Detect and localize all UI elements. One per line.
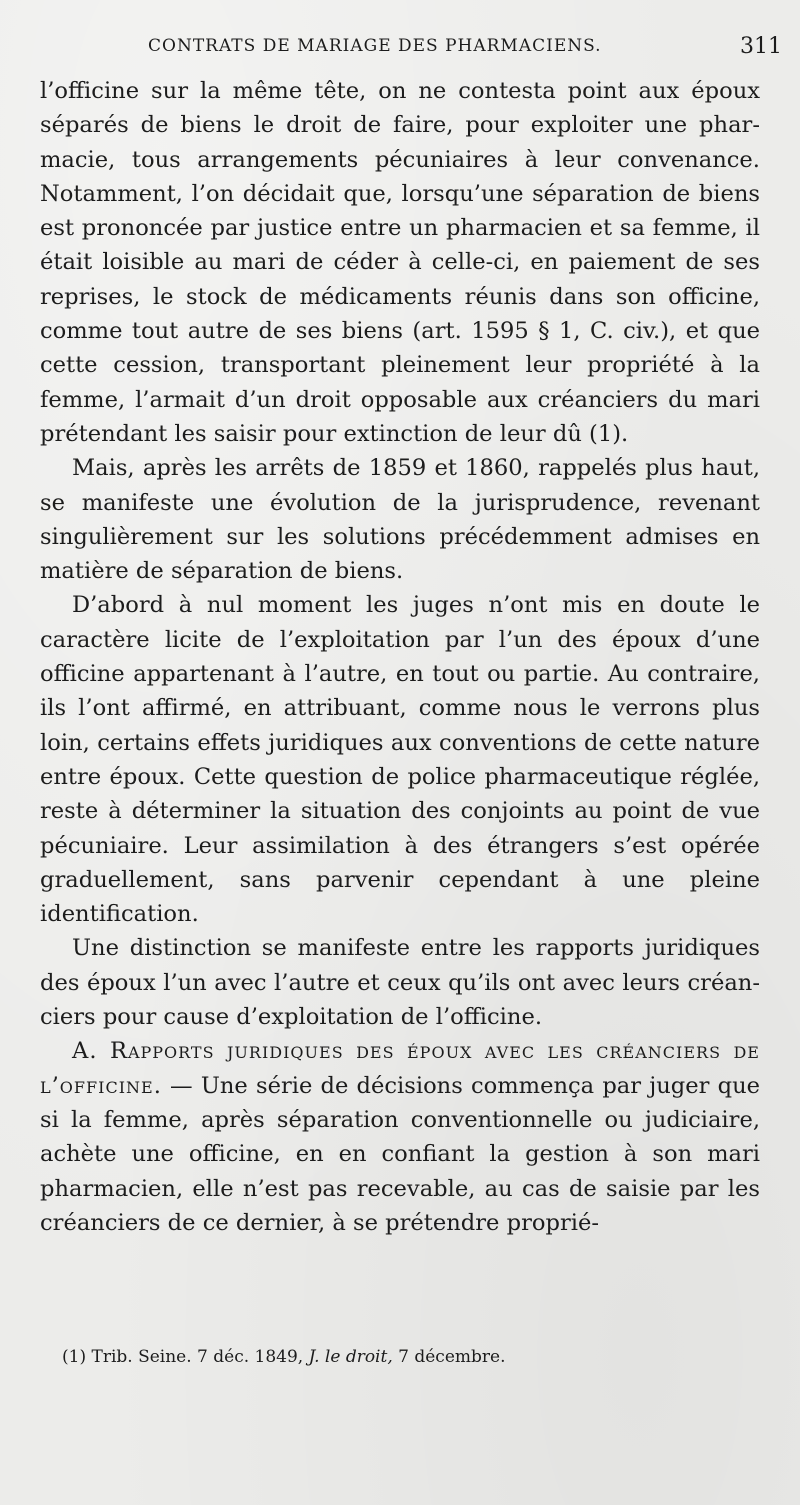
section-a-heading: A. Rapports juridiques des époux avec les créanciers de l’officine. xyxy=(40,1038,760,1099)
running-title: CONTRATS DE MARIAGE DES PHARMACIENS. xyxy=(148,36,602,56)
section-a-text: — Une série de décisions commença par juger que si la femme, après séparation conventionnelle ou judiciaire, achète une officine, en en confiant la gestion à son mari pharmacien, elle n’est pas recevable, au cas de saisie par les créanciers de ce dernier, à se prétendre proprié- xyxy=(40,1072,760,1236)
footnote-journal: J. le droit, xyxy=(308,1347,393,1367)
footnote-date: 7 décembre. xyxy=(392,1347,506,1367)
paragraph-1: l’officine sur la même tête, on ne contesta point aux époux séparés de biens le droit de faire, pour exploiter une pharmacie, tous arrangements pécuniaires à leur convenance. Notamment, l’on décidait que, lorsqu’une séparation de biens est prononcée par justice entre un pharmacien et sa femme, il était loisible au mari de céder à celle-ci, en paiement de ses reprises, le stock de médicaments réunis dans son officine, comme tout autre de ses biens (art. 1595 § 1, C. civ.), et que cette cession, transportant pleinement leur propriété à la femme, l’armait d’un droit opposable aux créanciers du mari prétendant les saisir pour extinction de leur dû (1). xyxy=(40,78,760,447)
footnote-citation: (1) Trib. Seine. 7 déc. 1849, xyxy=(62,1347,309,1367)
footnote xyxy=(62,1346,762,1368)
page-number: 311 xyxy=(740,34,782,59)
paragraph-4: Une distinction se manifeste entre les rapports juridiques des époux l’un avec l’autre et ceux qu’ils ont avec leurs créanciers pour cause d’exploitation de l’officine. xyxy=(40,935,760,1031)
paragraph-2: Mais, après les arrêts de 1859 et 1860, rappelés plus haut, se manifeste une évolution de la jurisprudence, revenant singulièrement sur les solutions précédemment admises en matière de séparation de biens. xyxy=(40,455,760,585)
body-text xyxy=(40,74,760,1240)
page-header xyxy=(0,36,800,66)
section-a-paragraph xyxy=(40,1034,760,1240)
paragraph-3: D’abord à nul moment les juges n’ont mis en doute le caractère licite de l’exploitation par l’un des époux d’une officine appartenant à l’autre, en tout ou partie. Au contraire, ils l’ont affirmé, en attribuant, comme nous le verrons plus loin, certains effets juridiques aux conventions de cette nature entre époux. Cette question de police pharmaceutique réglée, reste à déterminer la situation des conjoints au point de vue pécuniaire. Leur assimilation à des étrangers s’est opérée graduellement, sans parvenir cependant à une pleine identification. xyxy=(40,592,760,928)
